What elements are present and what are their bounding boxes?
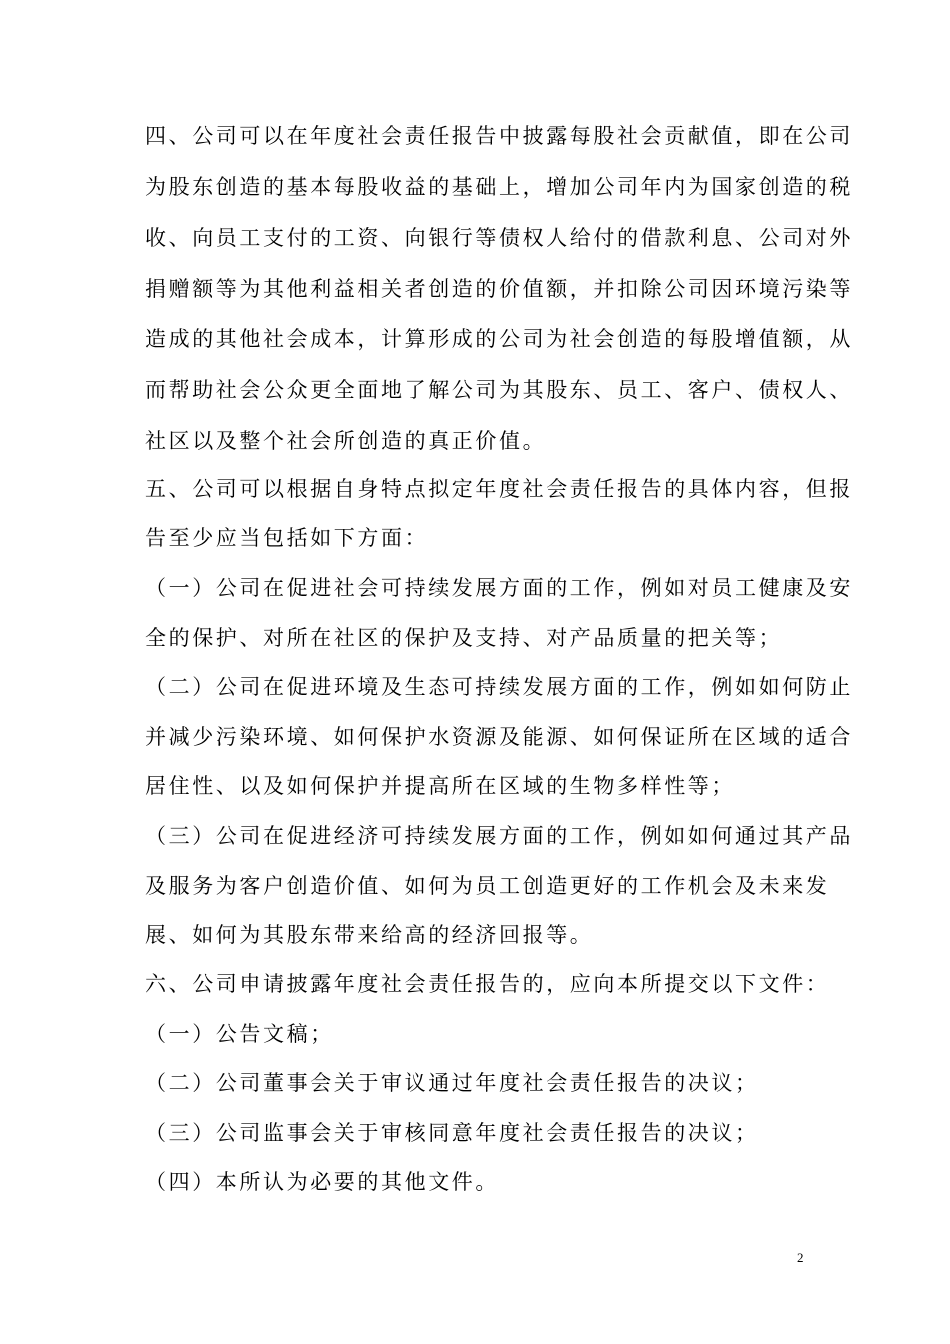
paragraph-6-line-1: 六、公司申请披露年度社会责任报告的，应向本所提交以下文件：: [145, 972, 830, 996]
item-5-2-line-2: 并减少污染环境、如何保护水资源及能源、如何保证所在区域的适合: [145, 725, 853, 749]
item-5-3-line-2: 及服务为客户创造价值、如何为员工创造更好的工作机会及未来发: [145, 874, 830, 898]
item-5-3-line-3: 展、如何为其股东带来给高的经济回报等。: [145, 923, 594, 947]
item-6-1: （一）公告文稿；: [145, 1022, 334, 1046]
paragraph-5-line-2: 告至少应当包括如下方面：: [145, 526, 429, 550]
paragraph-5-line-1: 五、公司可以根据自身特点拟定年度社会责任报告的具体内容，但报: [145, 477, 853, 501]
paragraph-4-line-6: 而帮助社会公众更全面地了解公司为其股东、员工、客户、债权人、: [145, 378, 853, 402]
item-6-4: （四）本所认为必要的其他文件。: [145, 1170, 499, 1194]
item-5-1-line-1: （一）公司在促进社会可持续发展方面的工作，例如对员工健康及安: [145, 576, 853, 600]
item-5-2-line-1: （二）公司在促进环境及生态可持续发展方面的工作，例如如何防止: [145, 675, 853, 699]
paragraph-4-line-4: 捐赠额等为其他利益相关者创造的价值额，并扣除公司因环境污染等: [145, 277, 853, 301]
paragraph-4-line-3: 收、向员工支付的工资、向银行等债权人给付的借款利息、公司对外: [145, 226, 853, 250]
page-number: 2: [797, 1250, 804, 1265]
item-5-3-line-1: （三）公司在促进经济可持续发展方面的工作，例如如何通过其产品: [145, 824, 853, 848]
paragraph-4-line-1: 四、公司可以在年度社会责任报告中披露每股社会贡献值，即在公司: [145, 124, 853, 148]
paragraph-4-line-7: 社区以及整个社会所创造的真正价值。: [145, 429, 547, 453]
item-6-2: （二）公司董事会关于审议通过年度社会责任报告的决议；: [145, 1071, 759, 1095]
item-5-1-line-2: 全的保护、对所在社区的保护及支持、对产品质量的把关等；: [145, 626, 783, 650]
paragraph-4-line-5: 造成的其他社会成本，计算形成的公司为社会创造的每股增值额，从: [145, 327, 853, 351]
item-5-2-line-3: 居住性、以及如何保护并提高所在区域的生物多样性等；: [145, 774, 735, 798]
paragraph-4-line-2: 为股东创造的基本每股收益的基础上，增加公司年内为国家创造的税: [145, 175, 853, 199]
item-6-3: （三）公司监事会关于审核同意年度社会责任报告的决议；: [145, 1121, 759, 1145]
